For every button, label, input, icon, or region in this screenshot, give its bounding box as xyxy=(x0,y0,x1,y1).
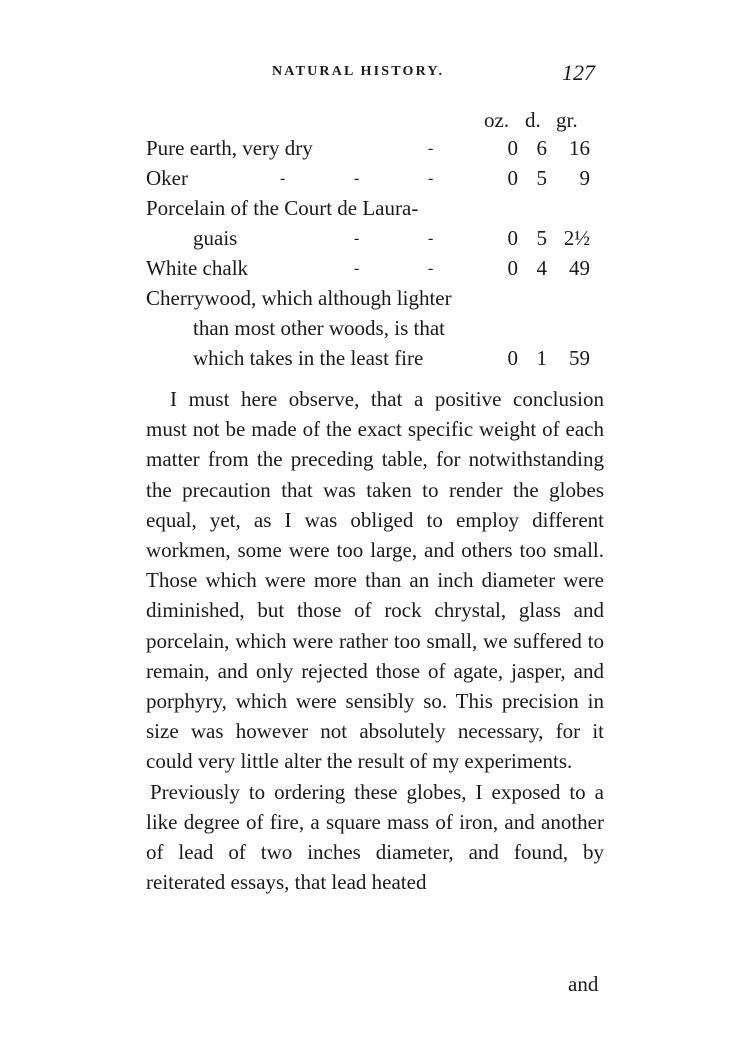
value-oz: 0 xyxy=(507,256,518,280)
column-header-oz: oz. xyxy=(484,108,510,132)
paragraph: I must here observe, that a positive conclusion must not be made of the exact specific weight of each matter from the preceding table, for notwithstanding the precaution that was taken to render the globes equal, yet, as I was obliged to employ different workmen, some were too large, and others too small. Those which were more than an inch diameter were diminished, but those of rock chrystal, glass and porcelain, which were rather too small, we suffered to remain, and only rejected those of agate, jasper, and porphyry, which were sensibly so. This precision in size was however not absolutely necessary, for it could very little alter the result of my experiments. xyxy=(146,387,604,774)
running-head: NATURAL HISTORY. xyxy=(272,64,445,79)
value-gr: 59 xyxy=(569,346,590,370)
body-text xyxy=(146,384,604,897)
value-oz: 0 xyxy=(507,346,518,370)
row-label-continued: guais xyxy=(193,226,238,250)
row-label: Porcelain of the Court de Laura- xyxy=(146,196,419,220)
value-d: 5 xyxy=(536,166,547,190)
value-oz: 0 xyxy=(507,226,518,250)
leader-dash: - xyxy=(354,260,360,277)
row-label-continued: than most other woods, is that xyxy=(193,316,445,340)
value-oz: 0 xyxy=(507,136,518,160)
value-oz: 0 xyxy=(507,166,518,190)
table-row xyxy=(0,196,750,226)
page-number: 127 xyxy=(562,60,595,85)
table-row xyxy=(0,346,750,376)
value-gr: 2½ xyxy=(563,226,590,250)
paragraph: Previously to ordering these globes, I exposed to a like degree of fire, a square mass of iron, and another of lead of two inches diameter, and found, by reiterated essays, that lead heated xyxy=(146,779,604,895)
leader-dash: - xyxy=(354,170,360,187)
row-label: Oker xyxy=(146,166,188,190)
value-gr: 9 xyxy=(579,166,590,190)
row-label-continued: which takes in the least fire xyxy=(193,346,424,370)
value-gr: 49 xyxy=(569,256,590,280)
leader-dash: - xyxy=(280,170,286,187)
table-row xyxy=(0,136,750,166)
leader-dash: - xyxy=(354,230,360,247)
value-d: 1 xyxy=(536,346,547,370)
value-gr: 16 xyxy=(569,136,590,160)
table-row xyxy=(0,256,750,286)
leader-dash: - xyxy=(428,230,434,247)
column-header-gr: gr. xyxy=(556,108,578,132)
row-label: White chalk xyxy=(146,256,249,280)
leader-dash: - xyxy=(428,170,434,187)
value-d: 4 xyxy=(536,256,547,280)
column-header-d: d. xyxy=(525,108,541,132)
table-row xyxy=(0,226,750,256)
row-label: Cherrywood, which although lighter xyxy=(146,286,452,310)
value-d: 5 xyxy=(536,226,547,250)
leader-dash: - xyxy=(428,140,434,157)
row-label: Pure earth, very dry xyxy=(146,136,313,160)
leader-dash: - xyxy=(428,260,434,277)
table-row xyxy=(0,166,750,196)
catchword: and xyxy=(568,972,599,996)
value-d: 6 xyxy=(536,136,547,160)
